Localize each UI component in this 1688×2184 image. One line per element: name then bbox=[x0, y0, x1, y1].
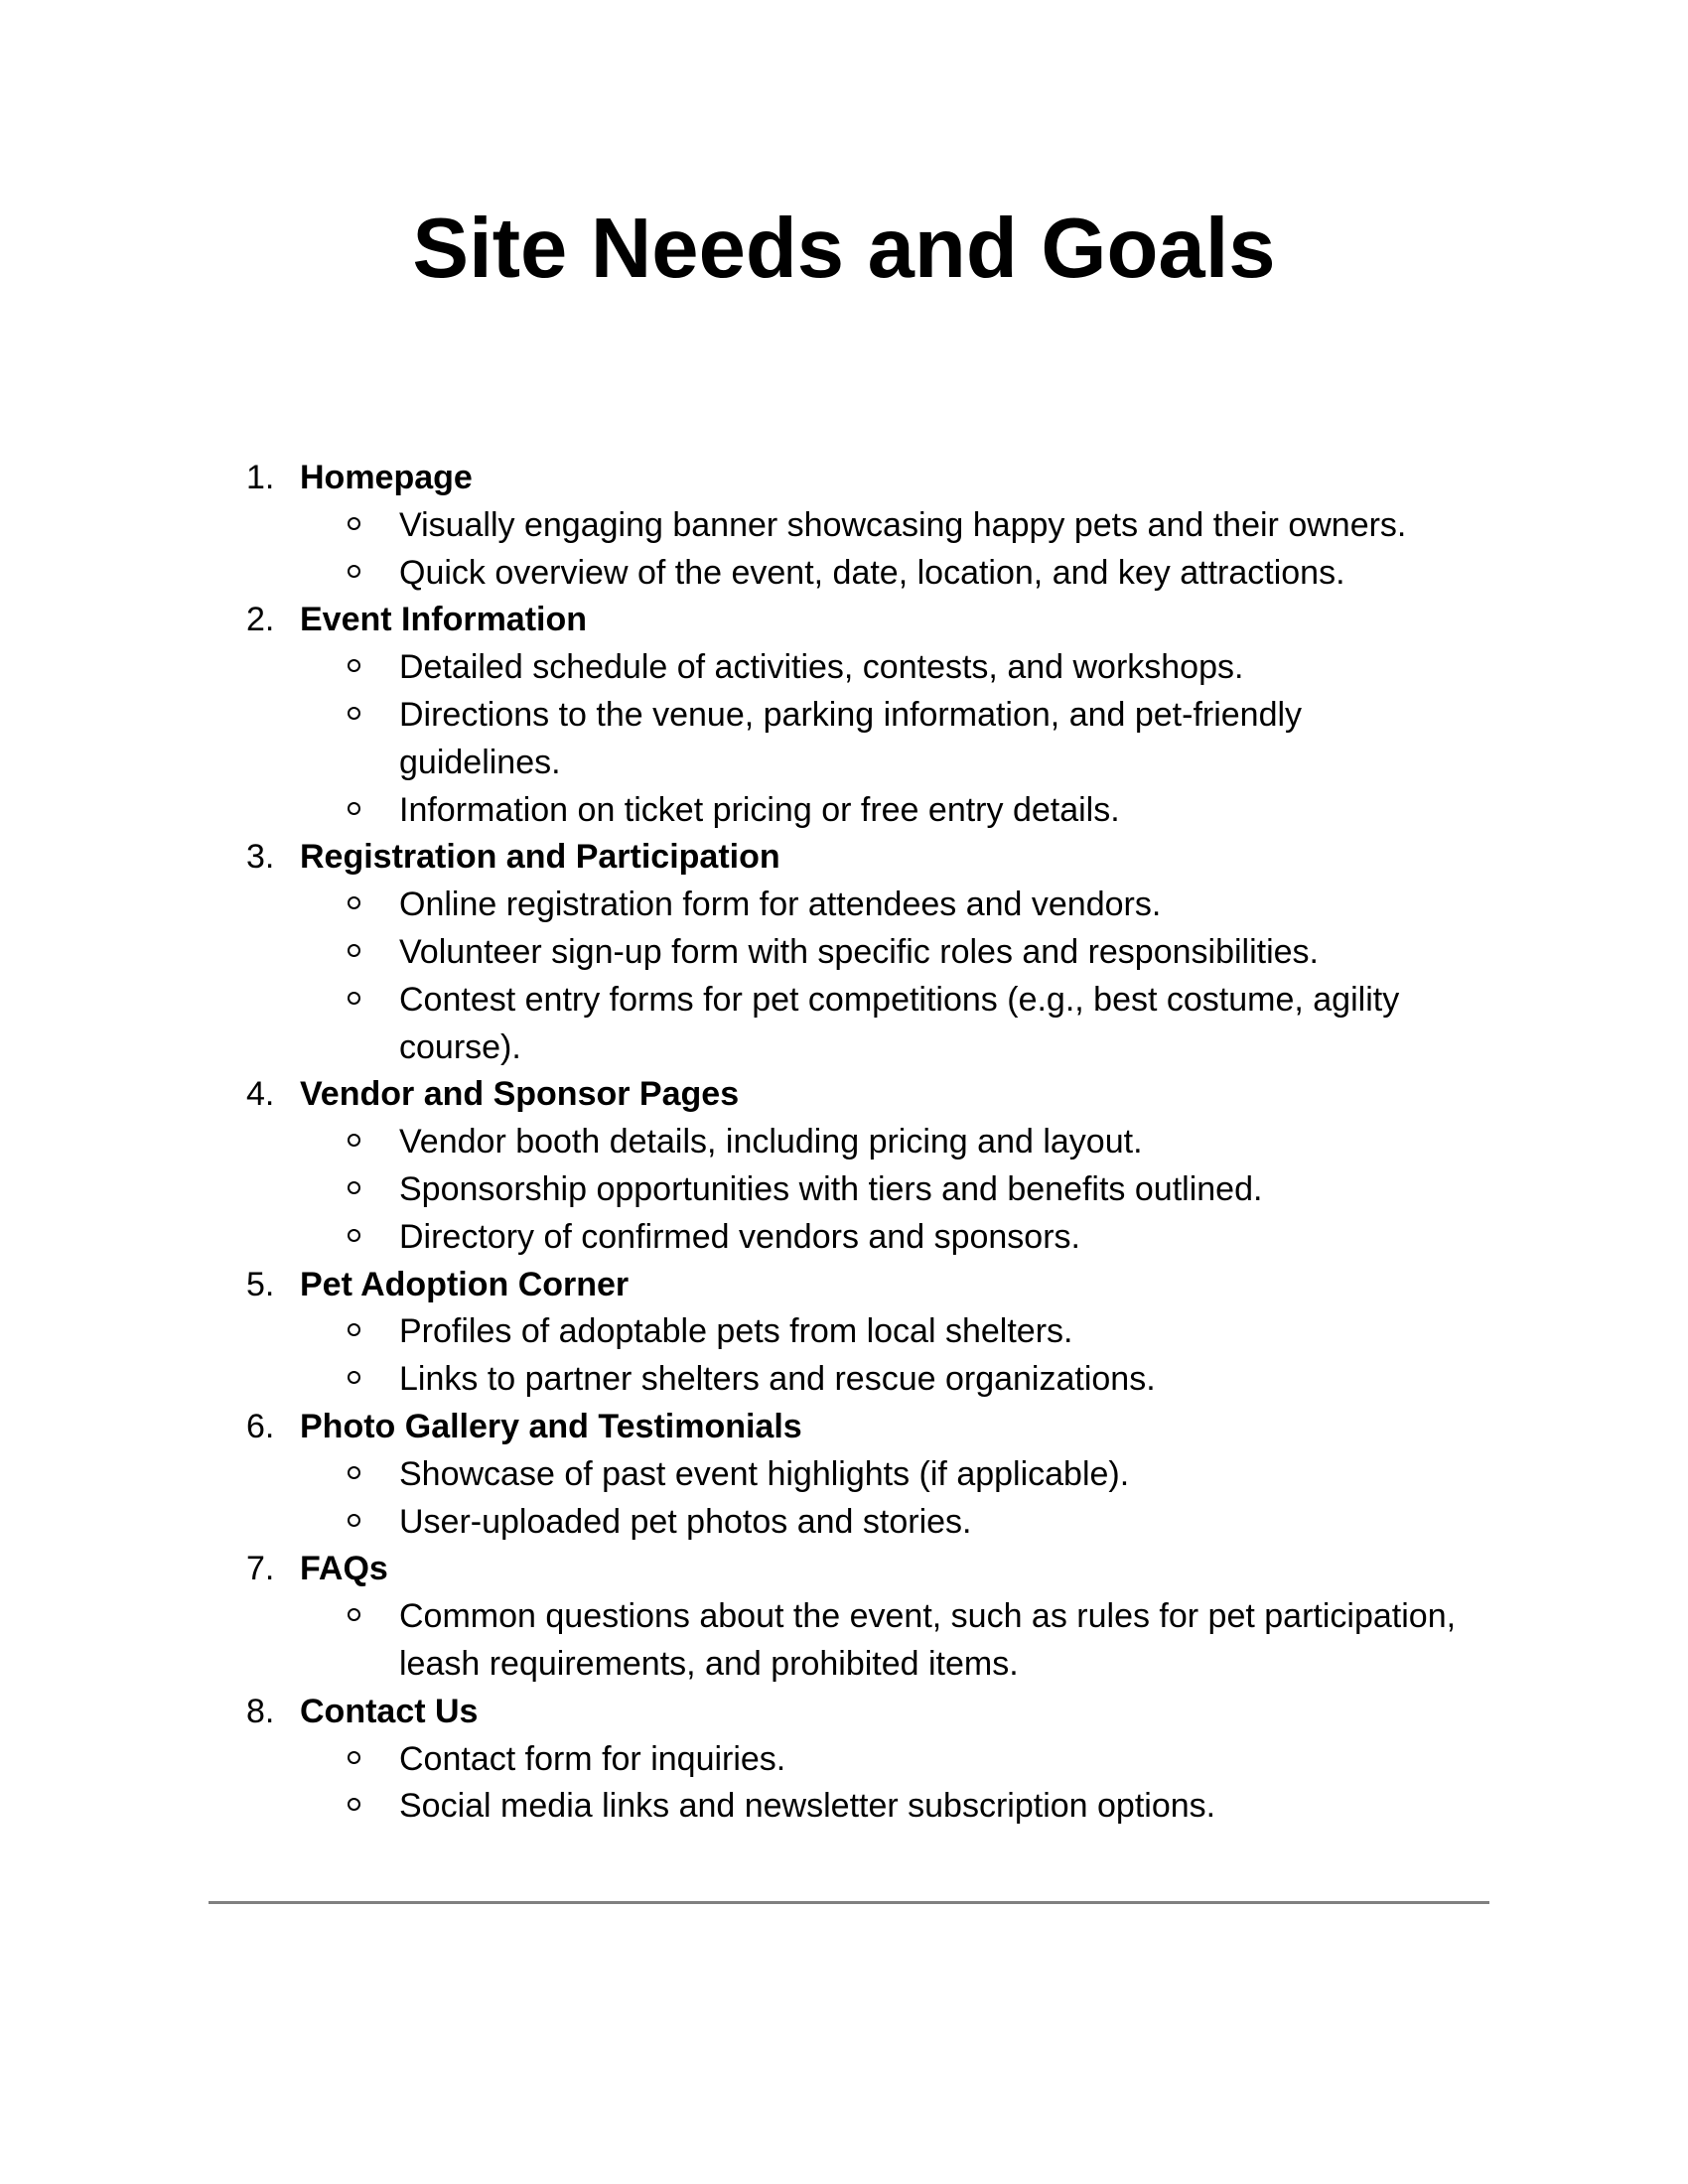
section-heading bbox=[0, 1689, 1688, 1736]
bullet-text: Visually engaging banner showcasing happy pets and their owners. bbox=[399, 505, 1407, 544]
hollow-circle-bullet-icon bbox=[348, 1229, 360, 1242]
bullet-list bbox=[0, 644, 1688, 834]
section-number: 5. bbox=[246, 1265, 275, 1303]
section-title: Registration and Participation bbox=[300, 838, 780, 877]
bullet-item bbox=[0, 1736, 1472, 1784]
section-title: Pet Adoption Corner bbox=[300, 1265, 630, 1303]
hollow-circle-bullet-icon bbox=[348, 1751, 360, 1764]
section-number: 3. bbox=[246, 838, 275, 877]
section-heading bbox=[0, 1404, 1688, 1451]
hollow-circle-bullet-icon bbox=[348, 1371, 360, 1384]
bullet-item bbox=[0, 502, 1472, 550]
bullet-text: User-uploaded pet photos and stories. bbox=[399, 1502, 972, 1541]
section-title: Contact Us bbox=[300, 1692, 479, 1730]
section-number: 8. bbox=[246, 1692, 275, 1730]
hollow-circle-bullet-icon bbox=[348, 1323, 360, 1336]
bullet-item bbox=[0, 692, 1472, 787]
hollow-circle-bullet-icon bbox=[348, 1798, 360, 1811]
bullet-item bbox=[0, 1783, 1472, 1831]
bullet-text: Information on ticket pricing or free entry details. bbox=[399, 790, 1120, 829]
section-number: 4. bbox=[246, 1075, 275, 1114]
hollow-circle-bullet-icon bbox=[348, 1466, 360, 1479]
section-number: 2. bbox=[246, 601, 275, 639]
hollow-circle-bullet-icon bbox=[348, 1608, 360, 1621]
section-title: Photo Gallery and Testimonials bbox=[300, 1407, 802, 1445]
bullet-text: Links to partner shelters and rescue organizations. bbox=[399, 1360, 1156, 1399]
section-number: 6. bbox=[246, 1407, 275, 1445]
section-heading bbox=[0, 1262, 1688, 1309]
bullet-text: Sponsorship opportunities with tiers and benefits outlined. bbox=[399, 1169, 1263, 1208]
section-number: 7. bbox=[246, 1550, 275, 1588]
bullet-text: Common questions about the event, such as rules for pet participation, leash requirements, and prohibited items. bbox=[399, 1597, 1457, 1683]
section-item bbox=[0, 455, 1688, 597]
section-heading bbox=[0, 834, 1688, 882]
bullet-text: Vendor booth details, including pricing and layout. bbox=[399, 1123, 1143, 1161]
bullet-item bbox=[0, 929, 1472, 977]
bullet-text: Profiles of adoptable pets from local shelters. bbox=[399, 1312, 1073, 1351]
section-title: Homepage bbox=[300, 459, 473, 496]
section-title: Event Information bbox=[300, 601, 588, 639]
hollow-circle-bullet-icon bbox=[348, 707, 360, 720]
hollow-circle-bullet-icon bbox=[348, 944, 360, 957]
hollow-circle-bullet-icon bbox=[348, 802, 360, 815]
bullet-list bbox=[0, 1736, 1688, 1832]
bullet-text: Contact form for inquiries. bbox=[399, 1739, 786, 1778]
section-item bbox=[0, 834, 1688, 1071]
bullet-text: Quick overview of the event, date, location, and key attractions. bbox=[399, 553, 1345, 592]
bullet-list bbox=[0, 1119, 1688, 1261]
bullet-text: Directions to the venue, parking information, and pet-friendly guidelines. bbox=[399, 695, 1303, 781]
bullet-item bbox=[0, 1356, 1472, 1404]
hollow-circle-bullet-icon bbox=[348, 1514, 360, 1527]
section-item bbox=[0, 1546, 1688, 1688]
bullet-item bbox=[0, 1593, 1472, 1689]
section-heading bbox=[0, 455, 1688, 502]
bullet-item bbox=[0, 1308, 1472, 1356]
bullet-list bbox=[0, 1593, 1688, 1689]
bullet-item bbox=[0, 1214, 1472, 1262]
section-item bbox=[0, 1689, 1688, 1831]
bullet-item bbox=[0, 550, 1472, 598]
bullet-list bbox=[0, 502, 1688, 598]
hollow-circle-bullet-icon bbox=[348, 896, 360, 909]
bullet-text: Contest entry forms for pet competitions (e.g., best costume, agility course). bbox=[399, 980, 1400, 1066]
bullet-list bbox=[0, 1451, 1688, 1547]
bullet-item bbox=[0, 977, 1472, 1072]
bullet-text: Detailed schedule of activities, contests, and workshops. bbox=[399, 648, 1244, 687]
hollow-circle-bullet-icon bbox=[348, 565, 360, 578]
bullet-list bbox=[0, 882, 1688, 1071]
hollow-circle-bullet-icon bbox=[348, 992, 360, 1005]
bullet-text: Showcase of past event highlights (if applicable). bbox=[399, 1454, 1130, 1493]
bullet-list bbox=[0, 1308, 1688, 1404]
bullet-item bbox=[0, 644, 1472, 692]
hollow-circle-bullet-icon bbox=[348, 659, 360, 672]
section-item bbox=[0, 597, 1688, 834]
bullet-text: Volunteer sign-up form with specific roles and responsibilities. bbox=[399, 932, 1320, 971]
bullet-item bbox=[0, 787, 1472, 835]
bullet-text: Social media links and newsletter subscription options. bbox=[399, 1787, 1216, 1826]
section-item bbox=[0, 1404, 1688, 1546]
bullet-item bbox=[0, 1119, 1472, 1166]
bullet-text: Online registration form for attendees and vendors. bbox=[399, 886, 1162, 924]
section-title: FAQs bbox=[300, 1550, 388, 1588]
bullet-text: Directory of confirmed vendors and sponsors. bbox=[399, 1217, 1080, 1256]
hollow-circle-bullet-icon bbox=[348, 517, 360, 530]
section-number: 1. bbox=[246, 459, 275, 496]
bullet-item bbox=[0, 1166, 1472, 1214]
page-title: Site Needs and Goals bbox=[412, 202, 1276, 296]
bullet-item bbox=[0, 882, 1472, 929]
section-heading bbox=[0, 1071, 1688, 1119]
section-item bbox=[0, 1262, 1688, 1404]
hollow-circle-bullet-icon bbox=[348, 1134, 360, 1147]
section-item bbox=[0, 1071, 1688, 1261]
section-heading bbox=[0, 1546, 1688, 1593]
section-heading bbox=[0, 597, 1688, 644]
horizontal-divider bbox=[209, 1901, 1489, 1904]
section-title: Vendor and Sponsor Pages bbox=[300, 1075, 740, 1114]
bullet-item bbox=[0, 1499, 1472, 1547]
hollow-circle-bullet-icon bbox=[348, 1181, 360, 1194]
sections-list bbox=[0, 455, 1688, 1831]
bullet-item bbox=[0, 1451, 1472, 1499]
